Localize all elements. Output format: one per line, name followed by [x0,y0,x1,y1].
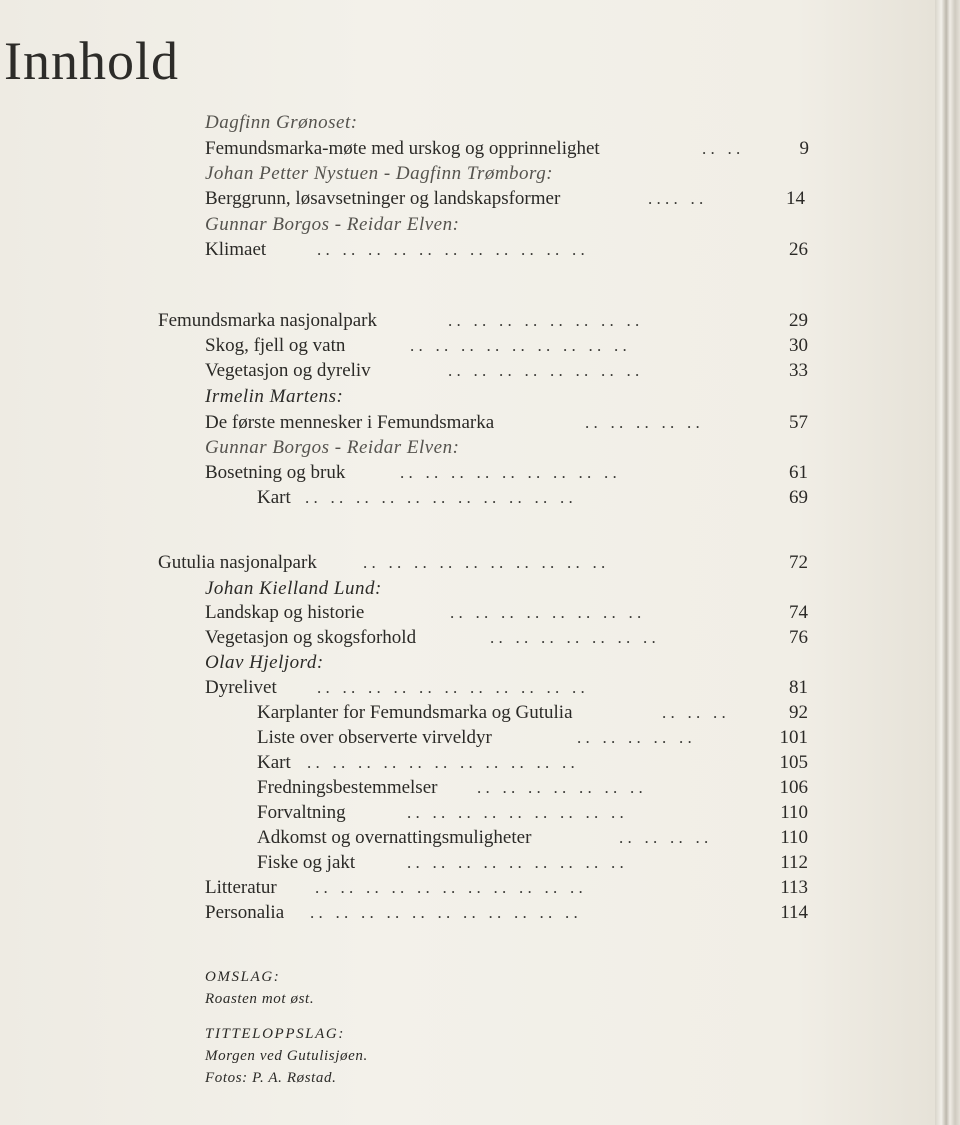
toc-entry-label: Fiske og jakt [257,852,356,873]
toc-entry-label: Bosetning og bruk [205,462,346,483]
toc-page-number: 110 [780,802,808,823]
toc-author: Olav Hjeljord: [205,652,324,673]
toc-page-number: 61 [789,462,808,483]
toc-entry [205,460,808,486]
toc-page-number: 33 [789,360,808,381]
toc-entry-label: Kart [257,487,291,508]
leader-dots: . . . . [702,139,741,158]
leader-dots: . . . . . . . . . . . . . . . . [448,311,640,330]
toc-entry [257,725,808,751]
leader-dots: . . . . . . . . . . . . . . . . . . [407,803,624,822]
toc-entry [257,825,808,851]
leader-dots: . . . . . . . . . . . . . . . . . . . . . . [307,753,575,772]
page-edge-binding [935,0,960,1125]
toc-entry-label: Karplanter for Femundsmarka og Gutulia [257,702,573,723]
toc-entry [257,750,808,776]
title-spread-caption: Morgen ved Gutulisjøen. [205,1048,368,1064]
toc-page-number: 81 [789,677,808,698]
leader-dots: . . . . . . . . . . . . . . . . . . . . . . [317,678,585,697]
leader-dots: . . . . . . [662,703,726,722]
toc-entry-label: Litteratur [205,877,277,898]
toc-entry-label: Liste over observerte virveldyr [257,727,492,748]
toc-page-number: 69 [789,487,808,508]
page-title: Innhold [4,31,179,91]
leader-dots: . . . . . . . . . . . . . . . . . . [407,853,624,872]
toc-page-number: 29 [789,310,808,331]
leader-dots: . . . . . . . . [619,828,709,847]
toc-entry [205,675,808,701]
toc-page-number: 101 [779,727,808,748]
toc-author: Johan Petter Nystuen - Dagfinn Trømborg: [205,163,554,184]
toc-entry-label: Dyrelivet [205,677,277,698]
toc-entry [205,410,808,436]
leader-dots: . . . . . . . . . . . . . . . . . . [400,463,617,482]
cover-caption: Roasten mot øst. [205,991,315,1007]
toc-page-number: 110 [780,827,808,848]
toc-page-number: 114 [780,902,808,923]
leader-dots: . . . . . . . . . . . . . . . . . . . . . . [310,903,578,922]
toc-page-number: 9 [799,138,809,159]
toc-entry-label: Femundsmarka-møte med urskog og opprinnelighet [205,138,600,159]
toc-entry [257,485,808,511]
toc-entry [257,850,808,876]
toc-entry [205,900,808,926]
title-spread-label: TITTELOPPSLAG: [205,1026,345,1042]
toc-entry [205,875,808,901]
toc-entry-label: Berggrunn, løsavsetninger og landskapsformer [205,188,561,209]
leader-dots: . . . . . . . . . . [577,728,692,747]
toc-entry [257,800,808,826]
toc-entry-label: Kart [257,752,291,773]
toc-page-number: 105 [779,752,808,773]
leader-dots: . . . . . . [648,189,704,208]
photo-credit: Fotos: P. A. Røstad. [205,1070,337,1086]
toc-author: Gunnar Borgos - Reidar Elven: [205,437,460,458]
toc-page-number: 76 [789,627,808,648]
toc-entry [257,700,808,726]
toc-entry-label: Vegetasjon og skogsforhold [205,627,417,648]
toc-page-number: 106 [779,777,808,798]
leader-dots: . . . . . . . . . . . . . . [490,628,656,647]
leader-dots: . . . . . . . . . . . . . . . . [448,361,640,380]
toc-entry-label: Klimaet [205,239,267,260]
toc-entry [205,186,805,212]
toc-entry [205,600,808,626]
toc-entry-label: Vegetasjon og dyreliv [205,360,371,381]
toc-author: Johan Kielland Lund: [205,578,382,599]
leader-dots: . . . . . . . . . . [585,413,700,432]
toc-page-number: 113 [780,877,808,898]
leader-dots: . . . . . . . . . . . . . . . . [450,603,642,622]
toc-entry [257,775,808,801]
leader-dots: . . . . . . . . . . . . . . . . . . . . [363,553,606,572]
toc-entry-label: Landskap og historie [205,602,365,623]
toc-entry-label: Gutulia nasjonalpark [158,552,317,573]
toc-entry-label: Adkomst og overnattingsmuligheter [257,827,532,848]
toc-page-number: 30 [789,335,808,356]
toc-page-number: 57 [789,412,808,433]
toc-author: Irmelin Martens: [205,386,344,407]
toc-entry-label: Femundsmarka nasjonalpark [158,310,377,331]
toc-entry-label: Forvaltning [257,802,346,823]
toc-entry [205,136,809,162]
toc-entry [205,625,808,651]
toc-page-number: 92 [789,702,808,723]
leader-dots: . . . . . . . . . . . . . . . . . . . . . . [317,240,585,259]
leader-dots: . . . . . . . . . . . . . . [477,778,643,797]
toc-entry-label: Skog, fjell og vatn [205,335,346,356]
toc-page-number: 74 [789,602,808,623]
toc-entry-label: De første mennesker i Femundsmarka [205,412,495,433]
leader-dots: . . . . . . . . . . . . . . . . . . [410,336,627,355]
toc-author: Dagfinn Grønoset: [205,112,358,133]
toc-entry-label: Personalia [205,902,285,923]
toc-page-number: 26 [789,239,808,260]
toc-entry [205,237,808,263]
toc-entry [205,333,808,359]
toc-page-number: 72 [789,552,808,573]
cover-label: OMSLAG: [205,969,281,985]
toc-author: Gunnar Borgos - Reidar Elven: [205,214,460,235]
toc-page-number: 112 [780,852,808,873]
leader-dots: . . . . . . . . . . . . . . . . . . . . . . [315,878,583,897]
toc-entry [205,358,808,384]
toc-entry-label: Fredningsbestemmelser [257,777,438,798]
leader-dots: . . . . . . . . . . . . . . . . . . . . . . [305,488,573,507]
toc-section-title [158,308,808,334]
toc-section-title [158,550,808,576]
toc-page-number: 14 [786,188,805,209]
